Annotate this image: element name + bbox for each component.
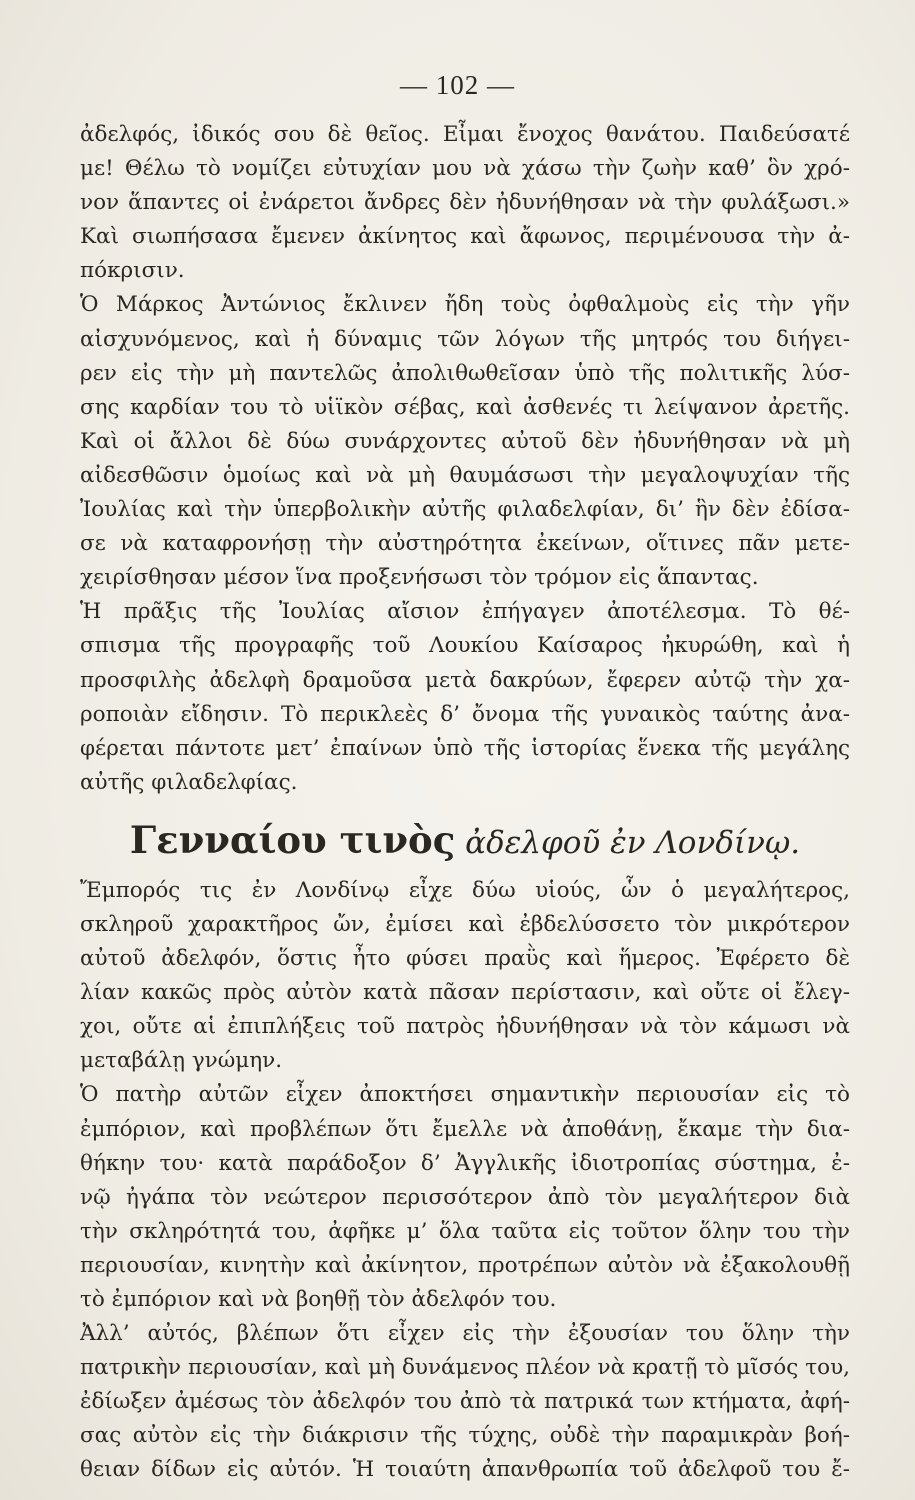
text-line: χειρίσθησαν μέσον ἵνα προξενήσωσι τὸν τρόμον εἰς ἅπαντας. [80, 565, 759, 591]
section-2 [80, 874, 850, 1488]
text-line: Ὁ Μάρκος Ἀντώνιος ἔκλινεν ἤδη τοὺς ὀφθαλμοὺς εἰς τὴν γῆν [80, 292, 850, 318]
page-number: — 102 — [400, 70, 515, 100]
text-line: θειαν δίδων εἰς αὐτόν. Ἡ τοιαύτη ἀπανθρωπία τοῦ ἀδελφοῦ του ἔ- [80, 1457, 850, 1483]
text-line: μεταβάλῃ γνώμην. [80, 1048, 283, 1074]
text-line: σπισμα τῆς προγραφῆς τοῦ Λουκίου Καίσαρος ἠκυρώθη, καὶ ἡ [80, 633, 850, 659]
text-line: χοι, οὔτε αἱ ἐπιπλήξεις τοῦ πατρὸς ἠδυνήθησαν νὰ τὸν κάμωσι νὰ [80, 1014, 850, 1040]
section-heading [80, 810, 850, 870]
text-line: πόκρισιν. [80, 258, 185, 284]
heading-part-upright: Γενναίου τινὸς [129, 817, 456, 862]
text-line: Ἰουλίας καὶ τὴν ὑπερβολικὴν αὐτῆς φιλαδελφίαν, δι’ ἣν δὲν ἐδίσα- [80, 497, 850, 523]
text-line: τὴν σκληρότητά του, ἀφῆκε μ’ ὅλα ταῦτα εἰς τοῦτον ὅλην του τὴν [80, 1218, 850, 1244]
text-line: Καὶ σιωπήσασα ἔμενεν ἀκίνητος καὶ ἄφωνος, περιμένουσα τὴν ἀ- [80, 224, 850, 250]
text-line: τὸ ἐμπόριον καὶ νὰ βοηθῇ τὸν ἀδελφόν του. [80, 1287, 557, 1312]
text-line: Ὁ πατὴρ αὐτῶν εἶχεν ἀποκτήσει σημαντικὴν περιουσίαν εἰς τὸ [80, 1082, 850, 1108]
text-line: αὐτοῦ ἀδελφόν, ὅστις ἦτο φύσει πραῢς καὶ ἥμερος. Ἐφέρετο δὲ [80, 946, 850, 972]
text-line: νῷ ἠγάπα τὸν νεώτερον περισσότερον ἀπὸ τὸν μεγαλήτερον διὰ [80, 1184, 850, 1210]
text-line: λίαν κακῶς πρὸς αὐτὸν κατὰ πᾶσαν περίστασιν, καὶ οὔτε οἱ ἔλεγ- [80, 980, 850, 1006]
text-line: Ἀλλ’ αὐτός, βλέπων ὅτι εἶχεν εἰς τὴν ἐξουσίαν του ὅλην τὴν [80, 1321, 850, 1347]
text-line: σας αὐτὸν εἰς τὴν διάκρισιν τῆς τύχης, οὐδὲ τὴν παραμικρὰν βοή- [80, 1423, 850, 1449]
text-line: αὐτῆς φιλαδελφίας. [80, 769, 298, 795]
text-line: ρεν εἰς τὴν μὴ παντελῶς ἀπολιθωθεῖσαν ὑπὸ τῆς πολιτικῆς λύσ- [80, 360, 850, 386]
text-line: Καὶ οἱ ἄλλοι δὲ δύω συνάρχοντες αὐτοῦ δὲν ἠδυνήθησαν νὰ μὴ [80, 428, 850, 454]
text-line: ἐδίωξεν ἀμέσως τὸν ἀδελφόν του ἀπὸ τὰ πατρικά των κτήματα, ἀφή- [80, 1389, 850, 1415]
text-line: ἐμπόριον, καὶ προβλέπων ὅτι ἔμελλε νὰ ἀποθάνῃ, ἔκαμε τὴν δια- [80, 1116, 850, 1142]
text-line: ροποιὰν εἴδησιν. Τὸ περικλεὲς δ’ ὄνομα τῆς γυναικὸς ταύτης ἀνα- [80, 701, 850, 727]
text-line: αἰσχυνόμενος, καὶ ἡ δύναμις τῶν λόγων τῆς μητρός του διήγει- [80, 326, 850, 352]
text-line: Ἔμπορός τις ἐν Λονδίνῳ εἶχε δύω υἱούς, ὧν ὁ μεγαλήτερος, [80, 877, 850, 903]
text-line: νον ἅπαντες οἱ ἐνάρετοι ἄνδρες δὲν ἠδυνήθησαν νὰ τὴν φυλάξωσι.» [80, 190, 850, 216]
text-line: με! Θέλω τὸ νομίζει εὐτυχίαν μου νὰ χάσω τὴν ζωὴν καθ’ ὃν χρό- [80, 156, 850, 182]
text-line: θήκην του· κατὰ παράδοξον δ’ Ἀγγλικῆς ἰδιοτροπίας σύστημα, ἐ- [80, 1150, 850, 1176]
text-line: σκληροῦ χαρακτῆρος ὤν, ἐμίσει καὶ ἐβδελύσσετο τὸν μικρότερον [80, 911, 850, 937]
text-line: σε νὰ καταφρονήσῃ τὴν αὐστηρότητα ἐκείνων, οἵτινες πᾶν μετε- [80, 531, 850, 557]
text-line: ἀδελφός, ἰδικός σου δὲ θεῖος. Εἶμαι ἔνοχος θανάτου. Παιδεύσατέ [80, 122, 850, 147]
body-text [80, 118, 850, 1488]
text-line: περιουσίαν, κινητὴν καὶ ἀκίνητον, προτρέπων αὐτὸν νὰ ἐξακολουθῇ [80, 1252, 850, 1278]
text-line: προσφιλὴς ἀδελφὴ δραμοῦσα μετὰ δακρύων, ἔφερεν αὐτῷ τὴν χα- [80, 667, 850, 693]
text-line: σης καρδίαν του τὸ υἱϊκὸν σέβας, καὶ ἀσθενές τι λείψανον ἀρετῆς. [80, 394, 850, 420]
heading-part-italic: ἀδελφοῦ ἐν Λονδίνῳ. [465, 824, 801, 861]
text-line: φέρεται πάντοτε μετ’ ἐπαίνων ὑπὸ τῆς ἱστορίας ἕνεκα τῆς μεγάλης [80, 735, 850, 761]
text-line: αἰδεσθῶσιν ὁμοίως καὶ νὰ μὴ θαυμάσωσι τὴν μεγαλοψυχίαν τῆς [80, 462, 850, 488]
section-1 [80, 118, 850, 800]
text-line: Ἡ πρᾶξις τῆς Ἰουλίας αἴσιον ἐπήγαγεν ἀποτέλεσμα. Τὸ θέ- [80, 599, 850, 625]
text-line: πατρικὴν περιουσίαν, καὶ μὴ δυνάμενος πλέον νὰ κρατῇ τὸ μῖσός του, [80, 1355, 850, 1381]
